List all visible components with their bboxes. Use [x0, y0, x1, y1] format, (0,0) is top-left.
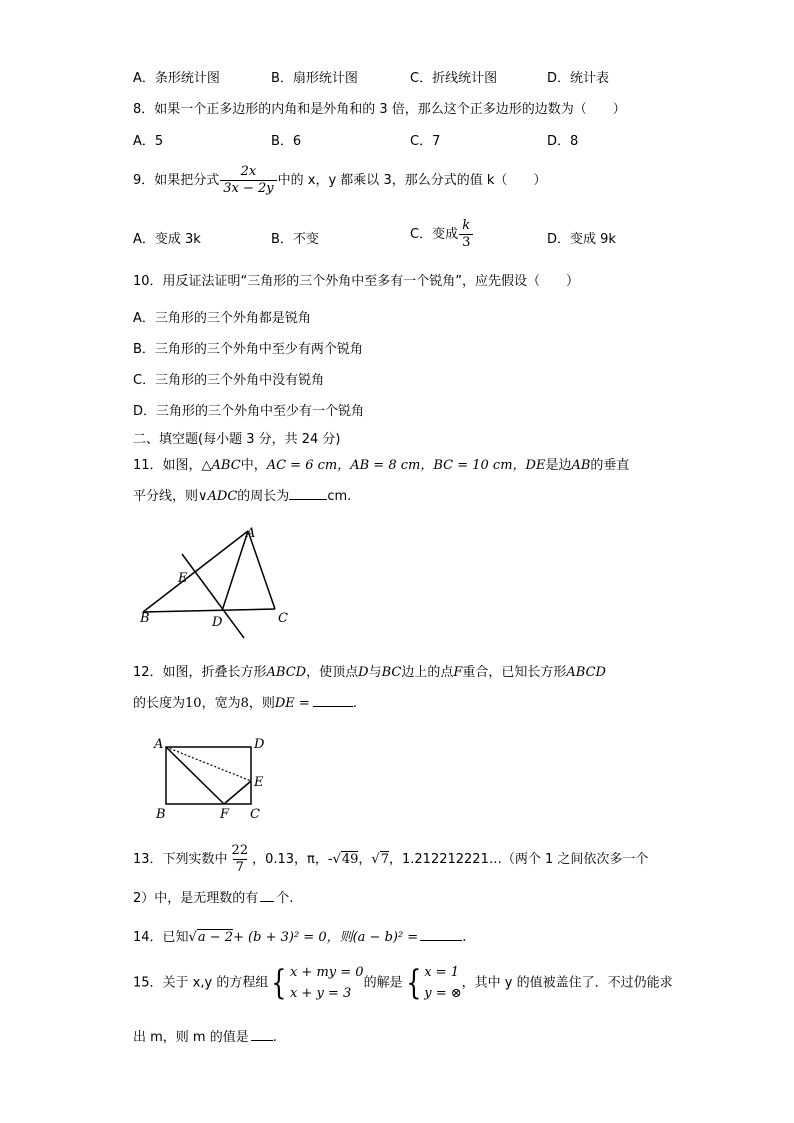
q13-line1: 13．下列实数中 $\frac{22}{7}$ ，0.13，π，-√49，√7，1.212212221…（两个 1 之间依次多一个	[133, 843, 649, 875]
q12-label-a: A	[154, 737, 164, 752]
q12-length: 10	[185, 696, 202, 711]
q15-answer-blank[interactable]	[251, 1029, 273, 1041]
q12-text: 与	[368, 665, 382, 680]
q15-equation-1: x + my = 0	[289, 965, 364, 980]
q9-option-c-num: k	[462, 218, 471, 233]
q11-segment-ad	[222, 531, 248, 611]
q12-fold-af	[166, 747, 224, 804]
q8-option-a: A．5	[133, 134, 164, 149]
q11-text: 平分线，则	[133, 489, 199, 504]
q11-label-a: A	[246, 526, 256, 541]
q12-text: ，则	[248, 696, 275, 711]
q12-label-c: C	[250, 807, 260, 822]
q9-stem	[133, 164, 546, 197]
q7-option-b: B．扇形统计图	[271, 71, 358, 86]
q15-text: 15．关于 x,y 的方程组	[133, 975, 269, 991]
q8-option-d: D．8	[547, 134, 579, 149]
q12-line2	[133, 692, 357, 711]
q9-options	[133, 218, 653, 258]
q12-text: 12．如图，折叠长方形	[133, 665, 267, 680]
q11-unit: cm.	[327, 489, 352, 504]
q11-line2	[133, 485, 351, 504]
q12-line1	[133, 661, 606, 680]
q9-option-b: B．不变	[271, 232, 319, 247]
q10-option-d: D．三角形的三个外角中至少有一个锐角	[133, 404, 365, 419]
q12-label-e: E	[254, 775, 264, 790]
q7-options	[133, 67, 653, 87]
q11-side-ac	[248, 531, 275, 609]
q14-equation: + (b + 3)² = 0，则	[233, 930, 353, 945]
q8-option-b: B．6	[271, 134, 302, 149]
q11-line1	[133, 454, 629, 473]
q13-text: ，1.212212221…（两个 1 之间依次多一个	[389, 852, 649, 867]
q15-solution-y: y = ⊗	[424, 986, 462, 1001]
q9-pre: 9．如果把分式	[133, 173, 220, 188]
q10-option-a: A．三角形的三个外角都是锐角	[133, 311, 311, 326]
q9-fraction	[220, 164, 276, 197]
section-2-heading: 二、填空题(每小题 3 分，共 24 分)	[133, 432, 341, 447]
q13-sqrt-49: 49	[341, 852, 359, 867]
q11-text: 是边	[545, 458, 572, 473]
q11-text: 的垂直	[590, 458, 630, 473]
q11-text: 11．如图，	[133, 458, 202, 473]
q12-de: DE =	[274, 696, 310, 711]
q12-segment-fe	[224, 781, 251, 804]
q13-frac-num: 22	[231, 843, 249, 858]
q12-text: ，使顶点	[306, 665, 359, 680]
q12-text: ，宽为	[201, 696, 241, 711]
q7-option-c: C．折线统计图	[410, 71, 498, 86]
q11-label-e: E	[178, 571, 188, 586]
q13-sqrt-7: 7	[380, 852, 389, 867]
q13-text: ，	[358, 852, 372, 867]
q14-answer-blank[interactable]	[420, 929, 462, 941]
q10-option-c: C．三角形的三个外角中没有锐角	[133, 373, 325, 388]
q8-option-c: C．7	[410, 134, 441, 149]
q11-ac: AC = 6 cm，	[266, 458, 351, 473]
q9-option-c	[410, 218, 474, 251]
q12-text: 的长度为	[133, 696, 186, 711]
q13-text: ，0.13，π，-	[252, 852, 333, 867]
q9-option-a: A．变成 3k	[133, 232, 201, 247]
q12-figure	[150, 732, 280, 822]
q14-line: 14．已知√a − 2+ (b + 3)² = 0，则(a − b)² = .	[133, 930, 467, 945]
q12-text: .	[352, 696, 357, 711]
q11-text: 的周长为	[237, 489, 290, 504]
q8-options	[133, 130, 653, 150]
q12-abcd: ABCD	[266, 665, 307, 680]
q11-side-bc	[143, 609, 275, 612]
q10-option-b: B．三角形的三个外角中至少有两个锐角	[133, 342, 363, 357]
q11-ab: AB = 8 cm，	[350, 458, 434, 473]
q9-post: 中的 x，y 都乘以 3，那么分式的值 k（ ）	[277, 173, 547, 188]
q11-label-c: C	[278, 611, 288, 626]
q12-point-d: D	[358, 665, 369, 680]
q15-system: { x + my = 0 x + y = 3	[271, 963, 364, 1003]
q11-label-b: B	[140, 611, 150, 626]
q9-frac-num: 2x	[240, 164, 257, 179]
q14-sqrt: a − 2	[197, 930, 234, 945]
q13-frac-den: 7	[233, 859, 247, 876]
q11-bc: BC = 10 cm，	[433, 458, 526, 473]
q7-option-d: D．统计表	[547, 71, 610, 86]
q13-text: 个.	[276, 891, 294, 906]
q15-text: ，其中 y 的值被盖住了．不过仍能求	[461, 975, 673, 991]
q15-text: 的解是	[363, 975, 403, 991]
q8-stem: 8．如果一个正多边形的内角和是外角和的 3 倍，那么这个正多边形的边数为（ ）	[133, 102, 626, 117]
q15-solution-x: x = 1	[424, 965, 459, 980]
q12-bc: BC	[381, 665, 402, 680]
q9-option-c-label: C．变成	[410, 227, 459, 242]
q13-fraction	[229, 843, 252, 876]
q13-text: 13．下列实数中	[133, 852, 228, 867]
q12-crease-ae	[166, 747, 251, 781]
q9-frac-den: 3x − 2y	[220, 180, 276, 197]
q13-text: 2）中，是无理数的有	[133, 891, 259, 906]
q12-point-f: F	[453, 665, 463, 680]
q12-text: 边上的点	[401, 665, 454, 680]
q11-text: 中，	[240, 458, 267, 473]
q12-label-d: D	[254, 737, 265, 752]
q9-option-c-fraction	[459, 218, 473, 251]
q12-width: 8	[240, 696, 249, 711]
q9-option-d: D．变成 9k	[547, 232, 616, 247]
q7-option-a: A．条形统计图	[133, 71, 220, 86]
q12-answer-blank[interactable]	[313, 695, 353, 707]
q11-triangle: △ABC	[201, 458, 241, 473]
q15-solution: { x = 1 y = ⊗	[405, 963, 462, 1003]
q14-expression: (a − b)² =	[352, 930, 419, 945]
q15-line1	[133, 962, 673, 1004]
q11-de: DE	[525, 458, 546, 473]
q15-text: .	[272, 1030, 277, 1045]
q12-label-f: F	[220, 807, 230, 822]
q15-line2	[133, 1026, 277, 1045]
q12-label-b: B	[156, 807, 166, 822]
q11-figure	[135, 525, 305, 645]
q13-answer-blank[interactable]	[260, 890, 274, 902]
q9-option-c-den: 3	[459, 234, 473, 251]
q14-text: .	[462, 930, 467, 945]
q11-ab-edge: AB	[571, 458, 591, 473]
q11-label-d: D	[212, 615, 223, 630]
q13-line2	[133, 887, 293, 906]
q15-equation-2: x + y = 3	[289, 986, 352, 1001]
q10-stem: 10．用反证法证明“三角形的三个外角中至多有一个锐角”，应先假设（ ）	[133, 274, 580, 289]
q15-text: 出 m，则 m 的值是	[133, 1030, 249, 1045]
q12-abcd: ABCD	[566, 665, 606, 680]
q11-answer-blank[interactable]	[289, 488, 327, 500]
q12-text: 重合，已知长方形	[462, 665, 567, 680]
q11-adc: ∨ADC	[198, 489, 238, 504]
q14-text: 14．已知	[133, 930, 189, 945]
